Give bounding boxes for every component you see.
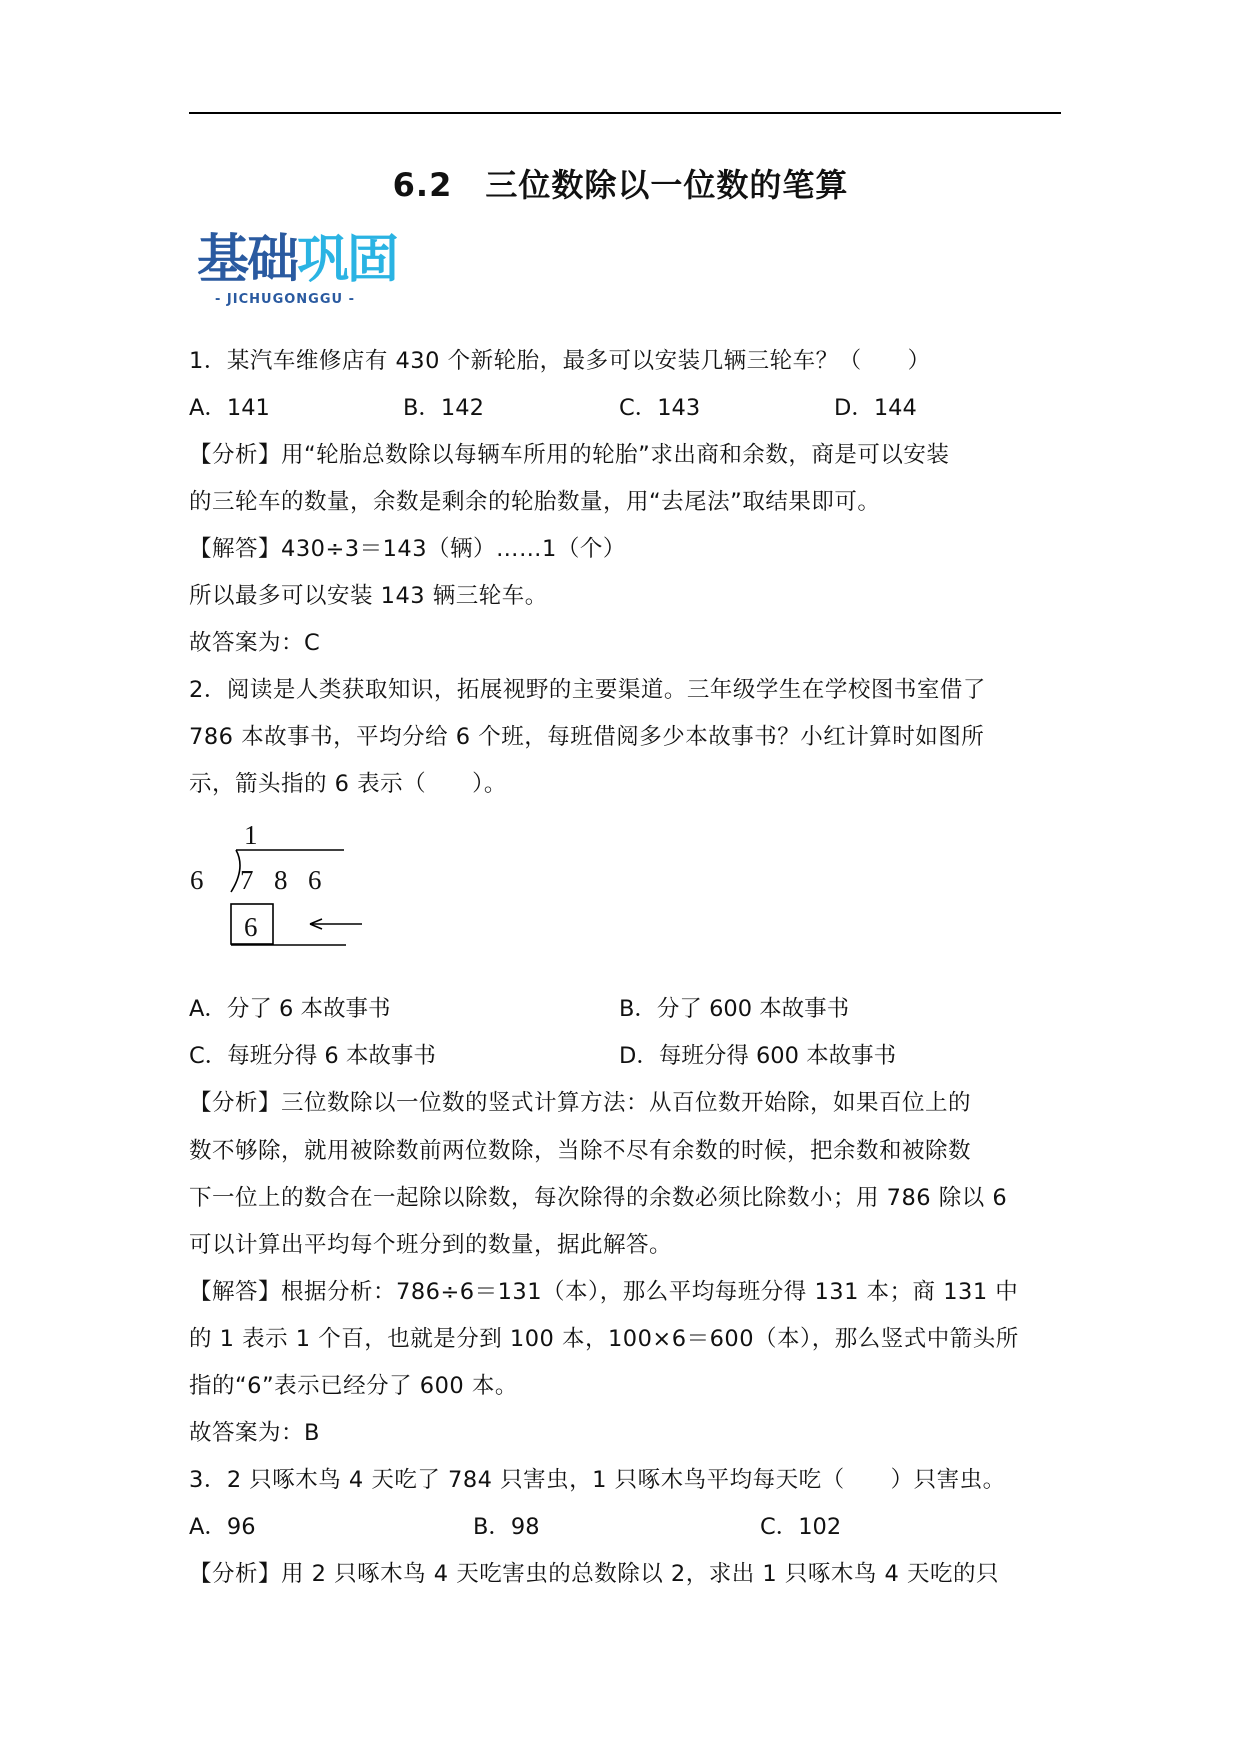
q1-option-d: D．144 <box>834 395 917 421</box>
q2-solution-line: 【解答】根据分析：786÷6＝131（本），那么平均每班分得 131 本；商 131 中 <box>189 1279 1019 1305</box>
q2-option-b: B．分了 600 本故事书 <box>619 996 850 1022</box>
logo-text <box>197 230 397 290</box>
q2-answer: 故答案为：B <box>189 1420 320 1446</box>
q1-solution-line: 所以最多可以安装 143 辆三轮车。 <box>189 583 548 609</box>
division-bracket-and-arrow <box>186 820 376 960</box>
logo-subtitle: - JICHUGONGGU - <box>215 292 355 307</box>
division-dividend-digit: 7 <box>240 865 254 895</box>
division-divisor: 6 <box>190 865 204 895</box>
q1-analysis-line: 的三轮车的数量，余数是剩余的轮胎数量，用“去尾法”取结果即可。 <box>189 489 881 515</box>
q2-option-c: C．每班分得 6 本故事书 <box>189 1043 436 1069</box>
division-dividend-digit: 8 <box>274 865 288 895</box>
q2-analysis-line: 【分析】三位数除以一位数的竖式计算方法：从百位数开始除，如果百位上的 <box>189 1090 972 1116</box>
q2-question-line: 786 本故事书，平均分给 6 个班，每班借阅多少本故事书？小红计算时如图所 <box>189 724 985 750</box>
q2-option-a: A．分了 6 本故事书 <box>189 996 391 1022</box>
q3-option-a: A．96 <box>189 1514 256 1540</box>
section-logo <box>197 230 415 312</box>
q2-question-line: 2．阅读是人类获取知识，拓展视野的主要渠道。三年级学生在学校图书室借了 <box>189 677 986 703</box>
q2-question-line: 示，箭头指的 6 表示（ ）。 <box>189 771 507 797</box>
q2-analysis-line: 数不够除，就用被除数前两位数除，当除不尽有余数的时候，把余数和被除数 <box>189 1138 972 1164</box>
division-quotient: 1 <box>244 820 258 850</box>
header-rule <box>189 112 1061 114</box>
logo-text-a: 基础 <box>197 230 298 290</box>
q2-analysis-line: 下一位上的数合在一起除以除数，每次除得的余数必须比除数小；用 786 除以 6 <box>189 1185 1008 1211</box>
q1-option-a: A．141 <box>189 395 270 421</box>
q1-solution-line: 【解答】430÷3＝143（辆）……1（个） <box>189 536 626 562</box>
q1-analysis-line: 【分析】用“轮胎总数除以每辆车所用的轮胎”求出商和余数，商是可以安装 <box>189 442 950 468</box>
q1-answer: 故答案为：C <box>189 630 321 656</box>
long-division-figure <box>186 820 376 960</box>
q1-option-b: B．142 <box>403 395 484 421</box>
q2-analysis-line: 可以计算出平均每个班分到的数量，据此解答。 <box>189 1232 673 1258</box>
q1-option-c: C．143 <box>619 395 701 421</box>
page-title: 6.2 三位数除以一位数的笔算 <box>392 166 849 204</box>
q3-analysis-line: 【分析】用 2 只啄木鸟 4 天吃害虫的总数除以 2，求出 1 只啄木鸟 4 天吃的只 <box>189 1561 999 1587</box>
q2-solution-line: 的 1 表示 1 个百，也就是分到 100 本，100×6＝600（本），那么竖式中箭头所 <box>189 1326 1019 1352</box>
division-dividend-digit: 6 <box>308 865 322 895</box>
q3-option-b: B．98 <box>473 1514 540 1540</box>
q3-question: 3．2 只啄木鸟 4 天吃了 784 只害虫，1 只啄木鸟平均每天吃（ ）只害虫。 <box>189 1467 1006 1493</box>
q2-option-d: D．每班分得 600 本故事书 <box>619 1043 897 1069</box>
q2-solution-line: 指的“6”表示已经分了 600 本。 <box>189 1373 518 1399</box>
q1-question: 1．某汽车维修店有 430 个新轮胎，最多可以安装几辆三轮车？（ ） <box>189 348 931 374</box>
q3-option-c: C．102 <box>760 1514 842 1540</box>
division-boxed-digit: 6 <box>244 912 258 942</box>
logo-text-b: 巩固 <box>297 230 398 290</box>
